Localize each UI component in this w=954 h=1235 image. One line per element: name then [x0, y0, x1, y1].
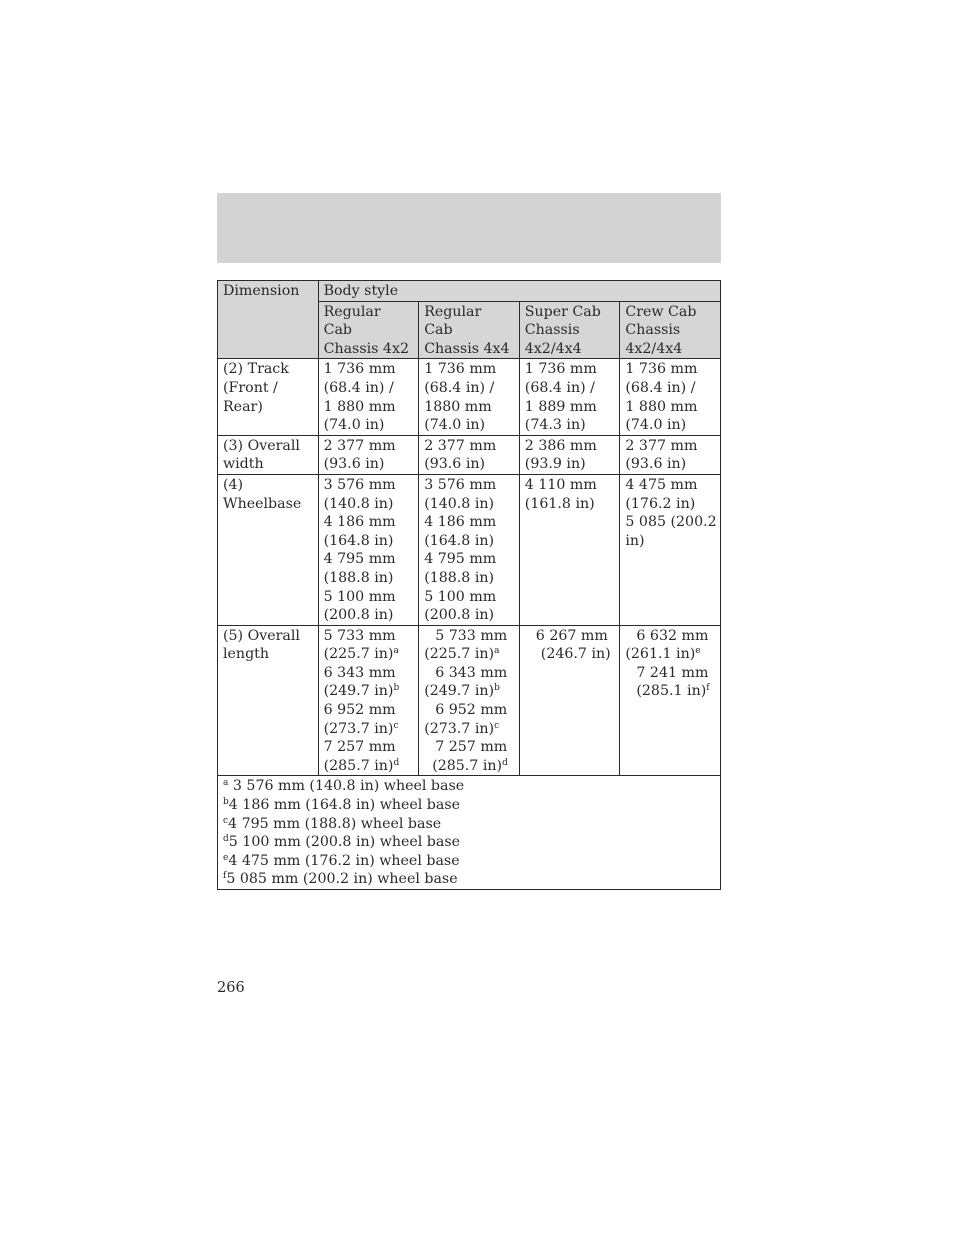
- cell-track-col1: 1 736 mm (68.4 in) / 1 880 mm (74.0 in): [318, 359, 419, 435]
- cell-track-col2: 1 736 mm (68.4 in) / 1880 mm (74.0 in): [419, 359, 520, 435]
- cell-track-col3: 1 736 mm (68.4 in) / 1 889 mm (74.3 in): [519, 359, 620, 435]
- cell-wheelbase-col4: 4 475 mm (176.2 in) 5 085 (200.2 in): [620, 474, 721, 625]
- row-label-overall-width: (3) Overall width: [218, 435, 319, 474]
- column-header-super-cab: Super Cab Chassis 4x2/4x4: [519, 301, 620, 359]
- table-header-row: [218, 281, 721, 302]
- dimensions-table: [217, 280, 721, 890]
- footnote-b: $^b$4 186 mm (164.8 in) wheel base: [223, 797, 461, 814]
- page-number: 266: [217, 980, 245, 996]
- cell-wheelbase-col2: 3 576 mm (140.8 in) 4 186 mm (164.8 in) 4 795 mm (188.8 in) 5 100 mm (200.8 in): [419, 474, 520, 625]
- cell-length-col4: 6 632 mm (261.1 in)$^e$ 7 241 mm (285.1 in)$^f$: [620, 625, 721, 776]
- dimension-header: Dimension: [218, 281, 319, 359]
- cell-wheelbase-col3: 4 110 mm (161.8 in): [519, 474, 620, 625]
- cell-length-col2: 5 733 mm (225.7 in)$^a$ 6 343 mm (249.7 in)$^b$ 6 952 mm (273.7 in)$^c$ 7 257 mm (285.7 in)$^d$: [419, 625, 520, 776]
- row-label-track: (2) Track (Front / Rear): [218, 359, 319, 435]
- row-label-overall-length: (5) Overall length: [218, 625, 319, 776]
- body-style-header: Body style: [318, 281, 720, 302]
- cell-wheelbase-col1: 3 576 mm (140.8 in) 4 186 mm (164.8 in) 4 795 mm (188.8 in) 5 100 mm (200.8 in): [318, 474, 419, 625]
- footnote-c: $^c$4 795 mm (188.8) wheel base: [223, 815, 442, 832]
- cell-width-col4: 2 377 mm (93.6 in): [620, 435, 721, 474]
- footnote-e: $^e$4 475 mm (176.2 in) wheel base: [223, 852, 460, 869]
- footnote-f: $^f$5 085 mm (200.2 in) wheel base: [223, 871, 458, 888]
- cell-width-col3: 2 386 mm (93.9 in): [519, 435, 620, 474]
- table-row-overall-length: [218, 625, 721, 776]
- cell-width-col2: 2 377 mm (93.6 in): [419, 435, 520, 474]
- footnote-a: $^a$ 3 576 mm (140.8 in) wheel base: [223, 778, 465, 795]
- table-footnotes-row: [218, 776, 721, 890]
- cell-length-col3: 6 267 mm (246.7 in): [519, 625, 620, 776]
- table-row-track: [218, 359, 721, 435]
- table-row-overall-width: [218, 435, 721, 474]
- column-header-regular-cab-4x2: Regular Cab Chassis 4x2: [318, 301, 419, 359]
- section-header-band: [217, 193, 721, 263]
- table-row-wheelbase: [218, 474, 721, 625]
- column-header-regular-cab-4x4: Regular Cab Chassis 4x4: [419, 301, 520, 359]
- row-label-wheelbase: (4) Wheelbase: [218, 474, 319, 625]
- column-header-crew-cab: Crew Cab Chassis 4x2/4x4: [620, 301, 721, 359]
- cell-length-col1: 5 733 mm (225.7 in)$^a$ 6 343 mm (249.7 in)$^b$ 6 952 mm (273.7 in)$^c$ 7 257 mm (285.7 in)$^d$: [318, 625, 419, 776]
- footnotes: [218, 776, 721, 890]
- cell-width-col1: 2 377 mm (93.6 in): [318, 435, 419, 474]
- footnote-d: $^d$5 100 mm (200.8 in) wheel base: [223, 834, 461, 851]
- cell-track-col4: 1 736 mm (68.4 in) / 1 880 mm (74.0 in): [620, 359, 721, 435]
